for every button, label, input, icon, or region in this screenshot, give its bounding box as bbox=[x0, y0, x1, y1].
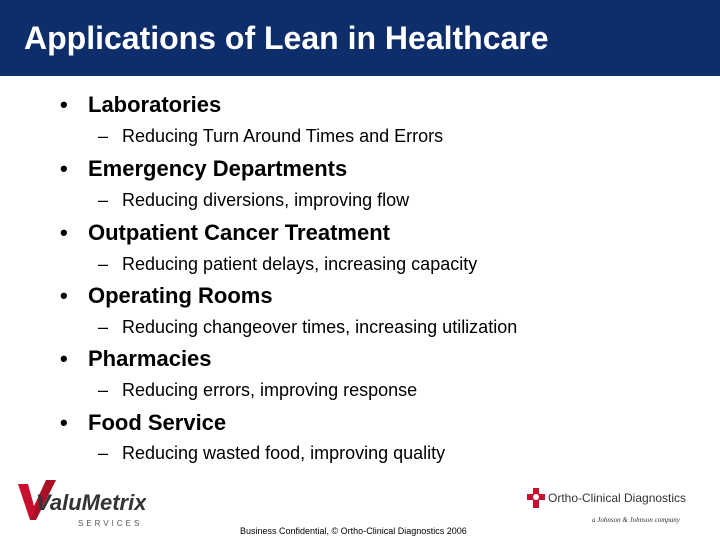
dash-marker: – bbox=[98, 443, 109, 463]
bullet-label: Operating Rooms bbox=[88, 283, 273, 308]
bullet-item bbox=[60, 410, 226, 436]
ortho-clinical-logo bbox=[526, 486, 706, 528]
bullet-item bbox=[60, 346, 212, 372]
bullet-item bbox=[60, 220, 390, 246]
bullet-label: Emergency Departments bbox=[88, 156, 348, 181]
valumetrix-wordmark: ValuMetrix bbox=[36, 490, 146, 515]
dash-marker: – bbox=[98, 380, 109, 400]
bullet-marker: • bbox=[60, 346, 68, 371]
sub-label: Reducing errors, improving response bbox=[122, 380, 418, 400]
bullet-marker: • bbox=[60, 92, 68, 117]
valumetrix-logo bbox=[16, 476, 146, 532]
page-title: Applications of Lean in Healthcare bbox=[24, 20, 549, 56]
dash-marker: – bbox=[98, 126, 109, 146]
valumetrix-sub: SERVICES bbox=[78, 519, 143, 528]
sub-item bbox=[98, 126, 443, 147]
ortho-wordmark: Ortho-Clinical Diagnostics bbox=[548, 491, 687, 505]
ortho-clinical-logo-graphic bbox=[526, 486, 706, 528]
sub-item bbox=[98, 380, 417, 401]
bullet-item bbox=[60, 92, 221, 118]
bullet-marker: • bbox=[60, 283, 68, 308]
sub-item bbox=[98, 254, 477, 275]
bullet-item bbox=[60, 156, 347, 182]
sub-label: Reducing wasted food, improving quality bbox=[122, 443, 446, 463]
bullet-label: Outpatient Cancer Treatment bbox=[88, 220, 390, 245]
jnj-tagline: a Johnson & Johnson company bbox=[592, 516, 680, 524]
sub-label: Reducing diversions, improving flow bbox=[122, 190, 410, 210]
sub-item bbox=[98, 190, 409, 211]
sub-item bbox=[98, 443, 445, 464]
confidential-footer: Business Confidential, © Ortho-Clinical Diagnostics 2006 bbox=[240, 526, 467, 536]
sub-item bbox=[98, 317, 517, 338]
valumetrix-logo-graphic bbox=[16, 476, 146, 532]
bullet-label: Food Service bbox=[88, 410, 227, 435]
bullet-label: Laboratories bbox=[88, 92, 222, 117]
dash-marker: – bbox=[98, 254, 109, 274]
sub-label: Reducing Turn Around Times and Errors bbox=[122, 126, 444, 146]
ortho-cross-icon bbox=[527, 488, 545, 508]
bullet-marker: • bbox=[60, 410, 68, 435]
bullet-item bbox=[60, 283, 273, 309]
bullet-label: Pharmacies bbox=[88, 346, 212, 371]
sub-label: Reducing patient delays, increasing capacity bbox=[122, 254, 478, 274]
bullet-marker: • bbox=[60, 156, 68, 181]
dash-marker: – bbox=[98, 317, 109, 337]
bullet-marker: • bbox=[60, 220, 68, 245]
dash-marker: – bbox=[98, 190, 109, 210]
sub-label: Reducing changeover times, increasing utilization bbox=[122, 317, 518, 337]
